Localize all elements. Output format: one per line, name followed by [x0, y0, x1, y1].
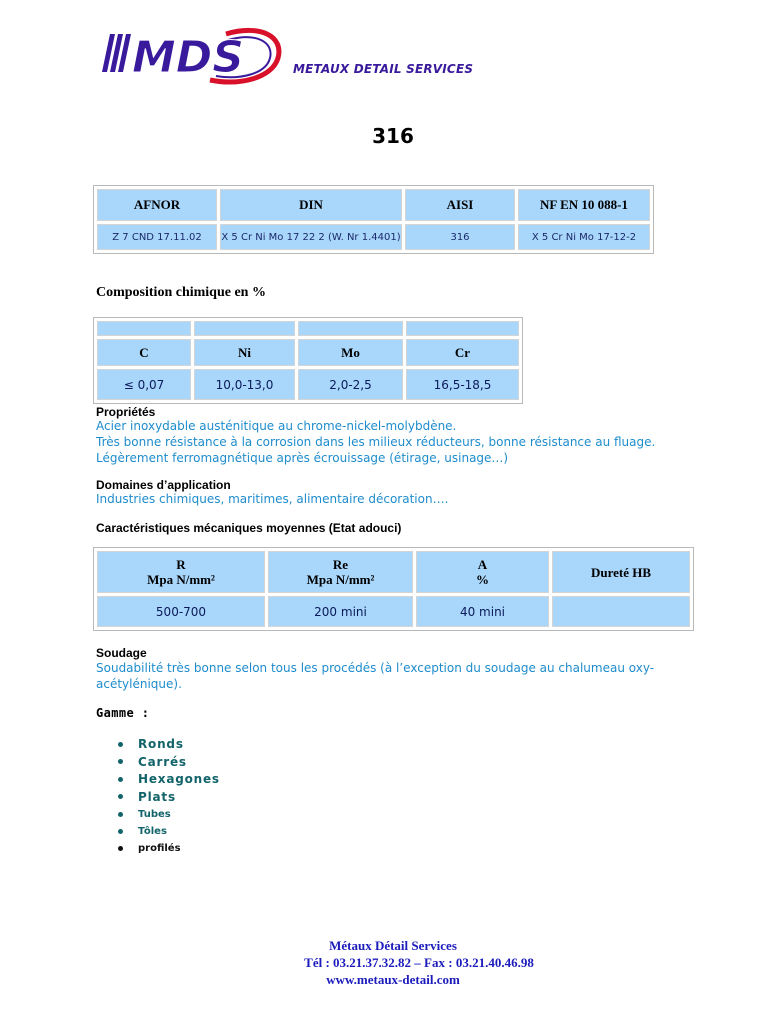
properties-line: Très bonne résistance à la corrosion dans les milieux réducteurs, bonne résistance au fluage.: [96, 435, 656, 449]
norm-header-afnor: AFNOR: [97, 189, 217, 221]
mech-header-re: [268, 551, 413, 593]
composition-title: Composition chimique en %: [96, 285, 266, 300]
mech-value-r: 500-700: [97, 596, 265, 627]
applications-heading: Domaines d’application: [96, 478, 231, 492]
properties-line: Acier inoxydable austénitique au chrome-nickel-molybdène.: [96, 419, 457, 433]
footer-contact: Tél : 03.21.37.32.82 – Fax : 03.21.40.46.98: [304, 955, 534, 970]
table-row: [97, 224, 650, 250]
element-value-ni: 10,0-13,0: [194, 369, 295, 400]
bullet-icon: [118, 812, 123, 817]
properties-heading: Propriétés: [96, 405, 156, 419]
footer: [0, 937, 768, 988]
norm-value-afnor: Z 7 CND 17.11.02: [97, 224, 217, 250]
mech-header-r-symbol: R: [176, 557, 186, 572]
range-item-label: Plats: [138, 789, 176, 804]
list-item: [118, 736, 220, 754]
table-spacer-row: [97, 321, 519, 336]
mech-header-a-symbol: A: [477, 557, 488, 572]
table-header-row: [97, 189, 650, 221]
norm-value-aisi: 316: [405, 224, 515, 250]
list-item: [118, 771, 220, 789]
bullet-icon: [118, 777, 123, 782]
table-row: [97, 596, 690, 627]
welding-line: Soudabilité très bonne selon tous les procédés (à l’exception du soudage au chalumeau oxy-: [96, 661, 655, 675]
element-header-cr: Cr: [406, 339, 519, 366]
norm-value-nf-en: X 5 Cr Ni Mo 17-12-2: [518, 224, 650, 250]
mech-header-hardness-label: Dureté HB: [590, 564, 652, 580]
footer-website: www.metaux-detail.com: [326, 972, 460, 987]
mech-header-re-unit: Mpa N/mm²: [306, 572, 375, 587]
element-value-c: ≤ 0,07: [97, 369, 191, 400]
mech-header-re-symbol: Re: [332, 557, 349, 572]
mds-logo-graphic: [100, 26, 282, 86]
table-header-row: [97, 339, 519, 366]
mech-header-a-unit: %: [476, 572, 489, 587]
table-cell-empty: [194, 321, 295, 336]
mechanical-table: [93, 547, 694, 631]
range-heading: Gamme :: [96, 706, 150, 720]
range-item-label: Hexagones: [138, 772, 220, 786]
company-name: METAUX DETAIL SERVICES: [293, 62, 474, 76]
bullet-icon: [118, 742, 123, 747]
range-item-label: Ronds: [138, 737, 184, 751]
range-list: [118, 736, 220, 857]
footer-company: Métaux Détail Services: [329, 938, 457, 953]
range-item-label: Tôles: [138, 826, 167, 837]
mech-value-re: 200 mini: [268, 596, 413, 627]
bullet-icon: [118, 846, 123, 851]
list-item: [118, 823, 220, 840]
svg-text:MDS: MDS: [132, 32, 244, 83]
welding-heading: Soudage: [96, 646, 147, 660]
list-item: [118, 806, 220, 823]
range-item-label: Tubes: [138, 809, 171, 820]
welding-line: acétylénique).: [96, 677, 182, 691]
properties-text: [96, 418, 655, 466]
mech-value-hardness: [552, 596, 690, 627]
list-item: [118, 789, 220, 807]
mech-header-r: [97, 551, 265, 593]
norm-value-din: X 5 Cr Ni Mo 17 22 2 (W. Nr 1.4401): [220, 224, 402, 250]
composition-table: [93, 317, 523, 404]
element-value-cr: 16,5-18,5: [406, 369, 519, 400]
mechanical-heading: Caractéristiques mécaniques moyennes (Etat adouci): [96, 521, 402, 535]
norm-header-din: DIN: [220, 189, 402, 221]
list-item: [118, 840, 220, 857]
table-row: [97, 369, 519, 400]
welding-text: [96, 660, 654, 692]
range-item-label: Carrés: [138, 754, 187, 769]
norms-table: [93, 185, 654, 254]
mds-logo: [100, 26, 282, 86]
table-cell-empty: [97, 321, 191, 336]
table-cell-empty: [406, 321, 519, 336]
bullet-icon: [118, 794, 123, 799]
page-title: 316: [372, 124, 414, 148]
table-cell-empty: [298, 321, 403, 336]
mech-header-hardness: [552, 551, 690, 593]
norm-header-aisi: AISI: [405, 189, 515, 221]
bullet-icon: [118, 759, 123, 764]
list-item: [118, 754, 220, 772]
element-header-mo: Mo: [298, 339, 403, 366]
mech-header-a: [416, 551, 549, 593]
mech-value-a: 40 mini: [416, 596, 549, 627]
element-header-ni: Ni: [194, 339, 295, 366]
element-value-mo: 2,0-2,5: [298, 369, 403, 400]
mech-header-r-unit: Mpa N/mm²: [147, 572, 215, 587]
table-header-row: [97, 551, 690, 593]
norm-header-nf-en: NF EN 10 088-1: [518, 189, 650, 221]
properties-line: Légèrement ferromagnétique après écrouissage (étirage, usinage…): [96, 451, 509, 465]
bullet-icon: [118, 829, 123, 834]
applications-text: Industries chimiques, maritimes, alimentaire décoration….: [96, 492, 449, 506]
element-header-c: C: [97, 339, 191, 366]
range-item-label: profilés: [138, 843, 181, 854]
